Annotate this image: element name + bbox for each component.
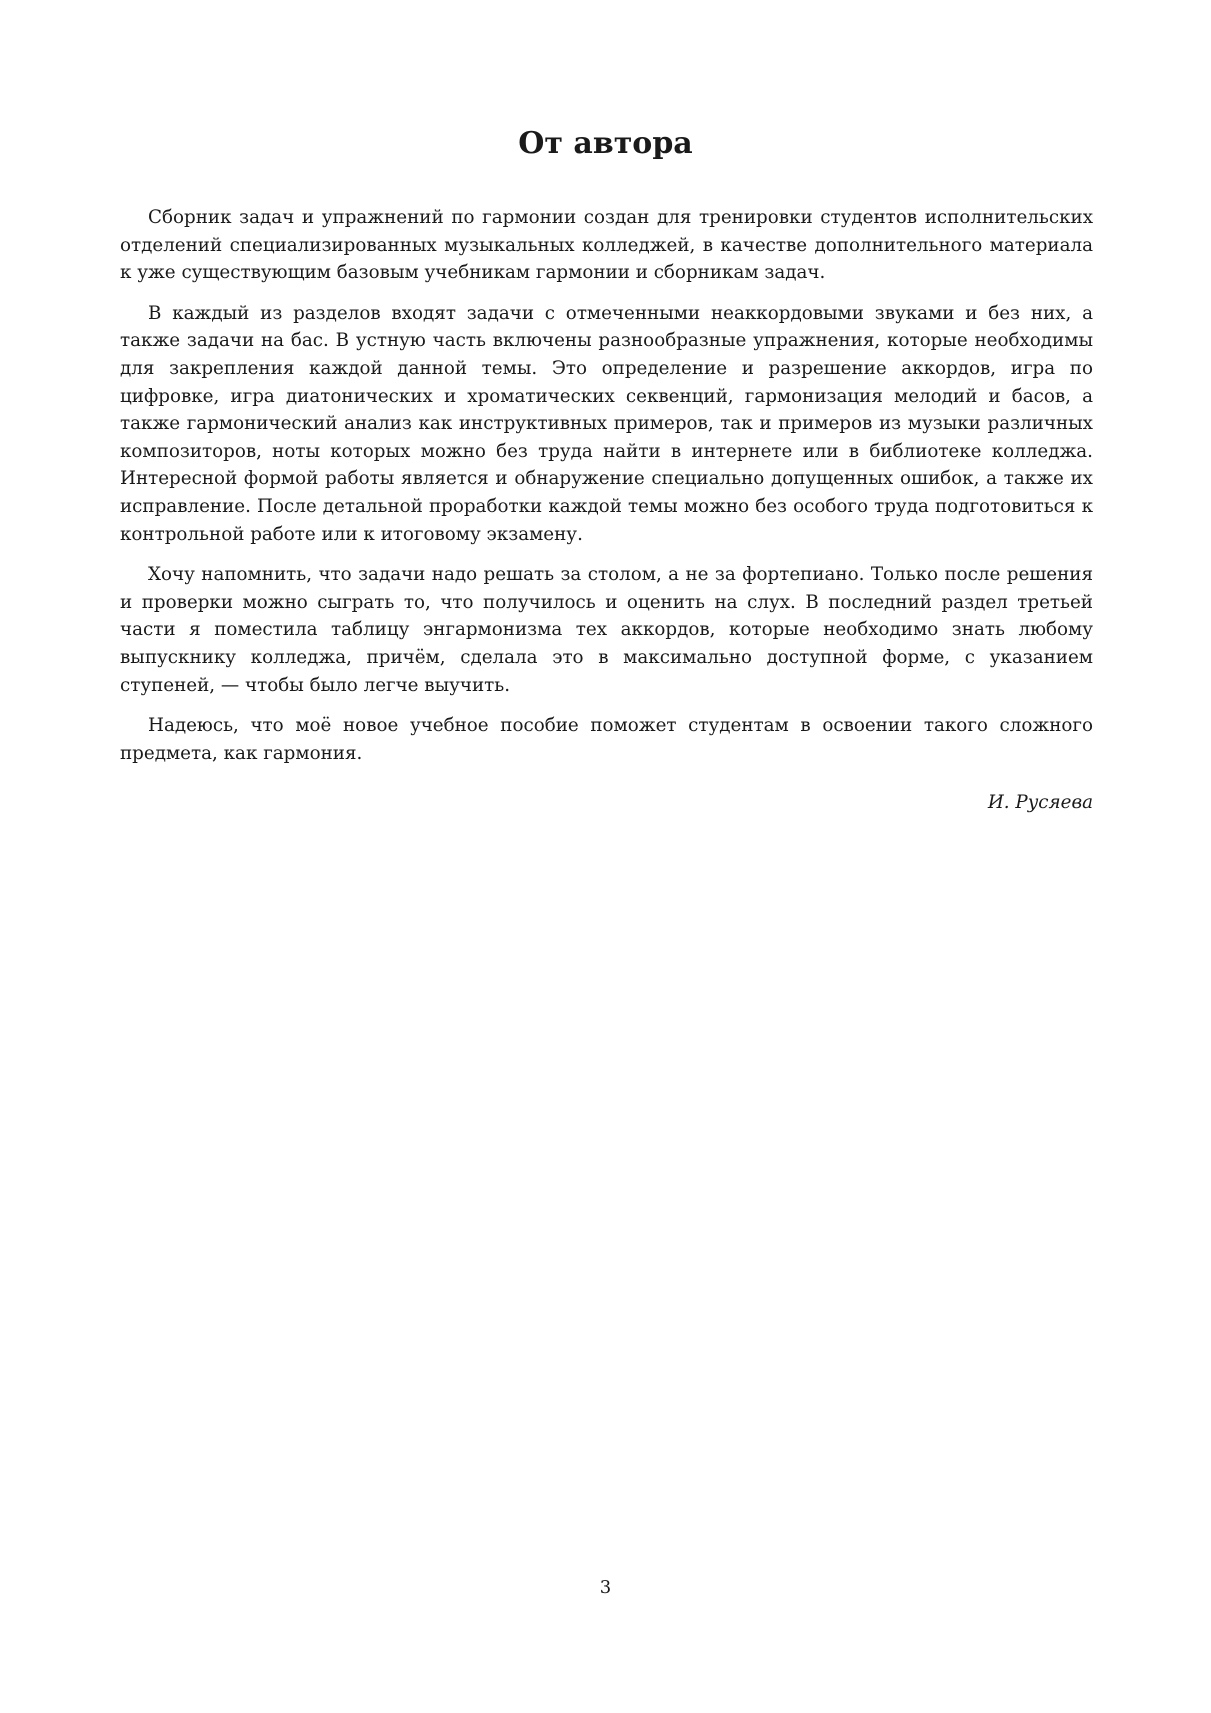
page-title: От автора	[518, 126, 693, 161]
paragraph-3: Хочу напомнить, что задачи надо решать за столом, а не за фортепиано. Только после решения и проверки можно сыграть то, что получилось и оценить на слух. В последний раздел третьей части я поместила таблицу энгармонизма тех аккордов, которые необходимо знать любому выпускнику колледжа, причём, сделала это в максимально доступной форме, с указанием ступеней, — чтобы было легче выучить.	[120, 564, 1093, 696]
paragraph-4: Надеюсь, что моё новое учебное пособие поможет студентам в освоении такого сложного предмета, как гармония.	[120, 715, 1093, 764]
body-text	[120, 204, 1093, 817]
paragraph-1: Сборник задач и упражнений по гармонии создан для тренировки студентов исполнительских отделений специализированных музыкальных колледжей, в качестве дополнительного материала к уже существующим базовым учебникам гармонии и сборникам задач.	[120, 207, 1093, 284]
page-number: 3	[599, 1577, 612, 1598]
author-signature: И. Русяева	[987, 792, 1093, 814]
paragraph-2: В каждый из разделов входят задачи с отмеченными неаккордовыми звуками и без них, а также задачи на бас. В устную часть включены разнообразные упражнения, которые необходимы для закрепления каждой данной темы. Это определение и разрешение аккордов, игра по цифровке, игра диатонических и хроматических секвенций, гармонизация мелодий и басов, а также гармонический анализ как инструктивных примеров, так и примеров из музыки различных композиторов, ноты которых можно без труда найти в интернете или в библиотеке колледжа. Интересной формой работы является и обнаружение специально допущенных ошибок, а также их исправление. После детальной проработки каждой темы можно без особого труда подготовиться к контрольной работе или к итоговому экзамену.	[120, 302, 1093, 545]
